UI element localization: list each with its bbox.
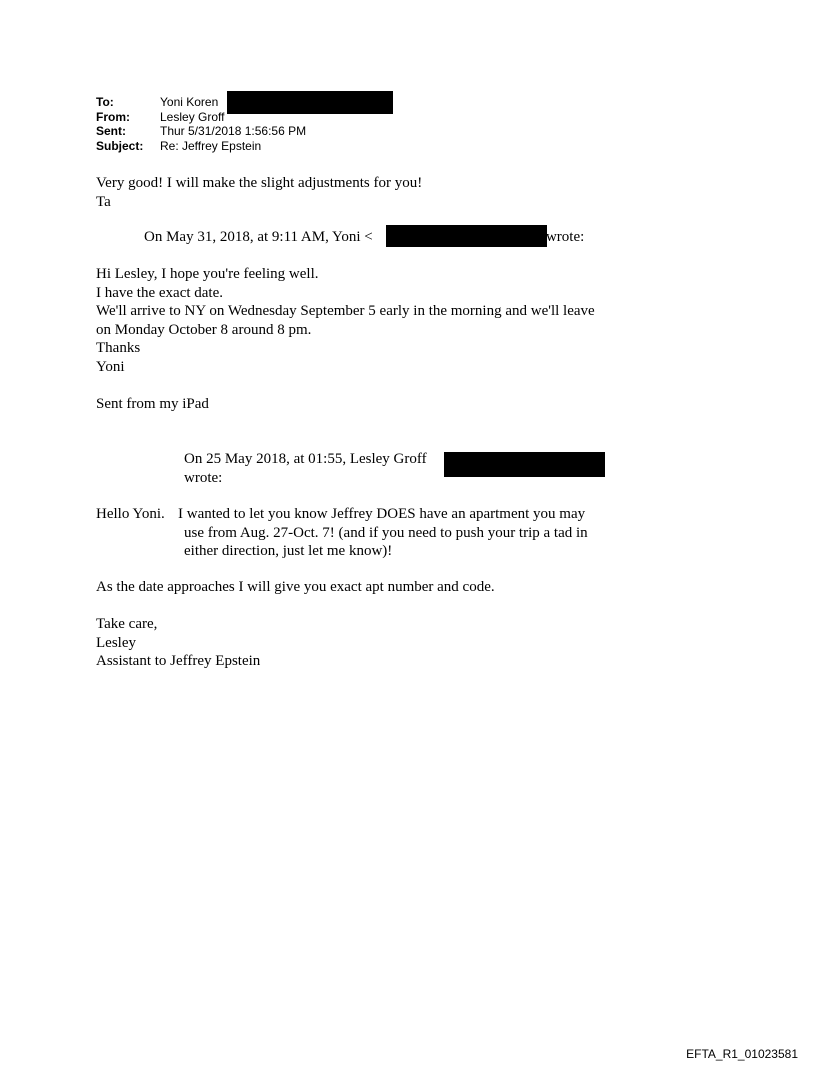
quote-line: Hi Lesley, I hope you're feeling well. <box>96 266 319 282</box>
sent-label: Sent: <box>96 124 126 138</box>
closing-line: Lesley <box>96 634 136 651</box>
from-value: Lesley Groff <box>160 109 225 124</box>
closing-line: Take care, <box>96 616 158 632</box>
paragraph-line: As the date approaches I will give you exact apt number and code. <box>96 579 495 595</box>
to-value: Yoni Koren <box>160 95 219 109</box>
sent-value: Thur 5/31/2018 1:56:56 PM <box>160 124 307 138</box>
to-label: To: <box>96 95 114 109</box>
redaction-box <box>227 91 393 114</box>
from-label: From: <box>96 109 130 124</box>
subject-label: Subject: <box>96 138 144 153</box>
reply-line: Very good! I will make the slight adjustments for you! <box>96 175 423 191</box>
paragraph-line: I wanted to let you know Jeffrey DOES have an apartment you may <box>178 506 586 522</box>
quote-line: I have the exact date. <box>96 284 224 301</box>
redaction-box <box>444 452 605 477</box>
quote-line: We'll arrive to NY on Wednesday September 5 early in the morning and we'll leave <box>96 303 595 319</box>
paragraph-line: use from Aug. 27-Oct. 7! (and if you need to push your trip a tad in <box>184 524 588 541</box>
quote-attribution <box>144 228 584 247</box>
document-id: EFTA_R1_01023581 <box>686 1047 798 1061</box>
attribution-end: > wrote: <box>533 229 585 245</box>
paragraph-line: either direction, just let me know)! <box>184 543 393 559</box>
attribution-start: On May 31, 2018, at 9:11 AM, Yoni < <box>144 229 373 245</box>
sent-row <box>96 124 306 139</box>
closing-line: Assistant to Jeffrey Epstein <box>96 653 261 669</box>
quote-line: Thanks <box>96 340 141 356</box>
greeting: Hello Yoni. <box>96 506 165 522</box>
subject-row <box>96 139 306 154</box>
quote-line: on Monday October 8 around 8 pm. <box>96 321 312 338</box>
quote-attribution: wrote: <box>184 469 223 486</box>
subject-value: Re: Jeffrey Epstein <box>160 138 262 153</box>
reply-line: Ta <box>96 193 111 210</box>
signature-line: Sent from my iPad <box>96 396 209 412</box>
quote-attribution: On 25 May 2018, at 01:55, Lesley Groff <box>184 451 427 467</box>
quote-line: Yoni <box>96 358 125 375</box>
